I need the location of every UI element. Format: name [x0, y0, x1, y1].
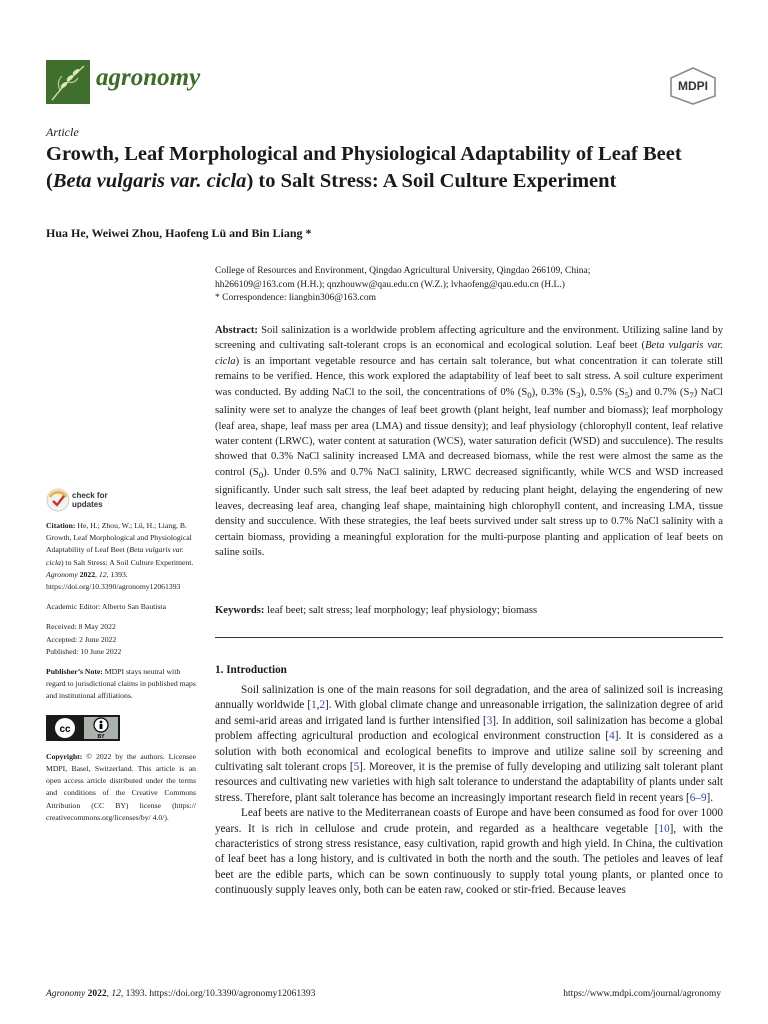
reference-link[interactable]: 10	[658, 822, 670, 835]
paragraph: Soil salinization is one of the main reasons for soil degradation, and the area of salinized soil is increasing annually worldwide [1,2]. With global climate change and unreasonable irrigation, the salinization degree of arid and semi-arid areas and irrigated land is further intensified [3]. In addition, soil salinization has become a global problem affecting agricultural production and ecological environment construction [4]. It is considered as a solution with both economical and ecological benefits to improve and utilize saline soil by screening and cultivating salt tolerant crops [5]. Moreover, it is the premise of fully developing and utilizing salt tolerant plant resources and cultivating new varieties with high salt tolerance to understand the adaptability of plants under salt stress. Therefore, plant salt tolerance has become an increasingly important research field in recent years [6–9].	[215, 684, 724, 804]
check-for-updates-button[interactable]	[46, 488, 196, 516]
mdpi-logo-icon	[667, 66, 719, 106]
section-heading-introduction: 1. Introduction	[215, 664, 287, 676]
journal-url-link[interactable]: https://www.mdpi.com/journal/agronomy	[563, 989, 721, 999]
svg-text:cc: cc	[59, 723, 71, 735]
introduction-body	[215, 683, 723, 899]
reference-link[interactable]: 3	[486, 714, 493, 727]
reference-link[interactable]: 1	[311, 699, 317, 712]
correspondence: * Correspondence: liangbin306@163.com	[215, 293, 376, 304]
journal-logo-icon	[46, 60, 90, 104]
reference-link[interactable]: 2	[319, 699, 326, 712]
affiliation-line: College of Resources and Environment, Qingdao Agricultural University, Qingdao 266109, China;	[215, 266, 591, 276]
affiliation	[215, 265, 735, 306]
reference-link[interactable]: 4	[609, 730, 615, 743]
abstract: Abstract: Soil salinization is a worldwide problem affecting agriculture and the environment. Utilizing saline land by screening and cultivating salt-tolerant crops is an economical and ecological solution. Leaf beet (Beta vulgaris var. cicla) is an important vegetable resource and has certain salt tolerance, but what concentration it can tolerate still remains to be verified. Hence, this work explored the adaptability of leaf beet to salt stress. A soil culture experiment was conducted. By adding NaCl to the soil, the concentrations of 0% $(S_0)$, 0.3% $(S_3)$, 0.5% $(S_5)$ and 0.7% $(S_7)$ NaCl salinity were set to analyze the changes of leaf beet growth (plant height, leaf number and biomass); leaf morphology (leaf area, shape, leaf mass per area (LMA) and tissue density); and leaf physiology (chlorophyll content, leaf relative water content (LRWC), water content at saturation (WCS), water saturation deficit (WSD) and succulence). The results showed that 0.3% NaCl salinity increased LMA and decreased biomass, while the rest were almost the same as the control $(S_0)$. Under 0.5% and 0.7% NaCl salinity, LRWC decreased significantly, while WCS and WSD increased significantly. Under such salt stress, the leaf beet adapted by reducing plant height, delaying the engendering of new leaves, decreasing leaf area, changing leaf shape, maintaining high chlorophyll content, and increasing LMA, tissue density and succulence. With these strategies, the leaf beets survived under salt stress up to 0.7% NaCl salinity with a certain biomass, providing a meaningful exploration for the multi-purpose planting and application of leaf beets on saline soils.	[215, 325, 724, 558]
publication-dates	[46, 621, 196, 658]
accepted-date: Accepted: 2 June 2022	[46, 634, 117, 644]
academic-editor: Academic Editor: Alberto San Bautista	[46, 602, 166, 612]
sidebar	[46, 488, 196, 832]
article-title: Growth, Leaf Morphological and Physiological Adaptability of Leaf Beet (Beta vulgaris var. cicla) to Salt Stress: A Soil Culture Experiment	[46, 143, 682, 192]
cc-by-license-icon[interactable]	[46, 715, 120, 741]
copyright: Copyright: © 2022 by the authors. Licensee MDPI, Basel, Switzerland. This article is an open access article distributed under the terms and conditions of the Creative Commons Attribution (CC BY) license (https:// creativecommons.org/licenses/by/ 4.0/).	[46, 751, 196, 822]
footer-citation: Agronomy 2022, 12, 1393. https://doi.org/10.3390/agronomy12061393	[46, 989, 316, 999]
published-date: Published: 10 June 2022	[46, 646, 122, 656]
paragraph: Leaf beets are native to the Mediterranean coasts of Europe and have been consumed as food for over 1000 years. It is rich in cellulose and crude protein, and regarded as a healthcare vegetable [10], with the characteristics of strong stress resistance, easy cultivation, rapid growth and high yield. In China, the cultivation of leaf beet has a long history, and is cultivated in both the north and the south. The petioles and leaves of leaf beet are the edible parts, which can be sown continuously to supply total young plants, or planted once to continuously supply leaves only, both can be eaten raw, cooked or stir-fried. Because leaves	[215, 807, 723, 897]
section-divider	[215, 637, 723, 638]
check-for-updates-label: check for updates	[72, 491, 108, 509]
affiliation-emails: hh266109@163.com (H.H.); qnzhouww@qau.edu.cn (W.Z.); lvhaofeng@qau.edu.cn (H.L.)	[215, 279, 565, 290]
article-type: Article	[46, 125, 79, 139]
citation: Citation: He, H.; Zhou, W.; Lü, H.; Liang, B. Growth, Leaf Morphological and Physiological Adaptability of Leaf Beet (Beta vulgaris var. cicla) to Salt Stress: A Soil Culture Experiment. Agronomy 2022, 12, 1393. https://doi.org/10.3390/agronomy12061393	[46, 521, 194, 592]
journal-name: agronomy	[96, 64, 201, 91]
reference-link[interactable]: 6–9	[689, 791, 707, 804]
reference-link[interactable]: 5	[353, 761, 360, 774]
publisher-note: Publisher’s Note: MDPI stays neutral with regard to jurisdictional claims in published maps and institutional affiliations.	[46, 667, 196, 701]
mdpi-logo-text: MDPI	[678, 79, 708, 93]
received-date: Received: 8 May 2022	[46, 622, 116, 632]
cc-by-text: BY	[97, 733, 105, 740]
check-for-updates-icon	[46, 488, 70, 512]
keywords: Keywords: leaf beet; salt stress; leaf morphology; leaf physiology; biomass	[215, 605, 538, 616]
author-list: Hua He, Weiwei Zhou, Haofeng Lü and Bin Liang *	[46, 226, 312, 240]
